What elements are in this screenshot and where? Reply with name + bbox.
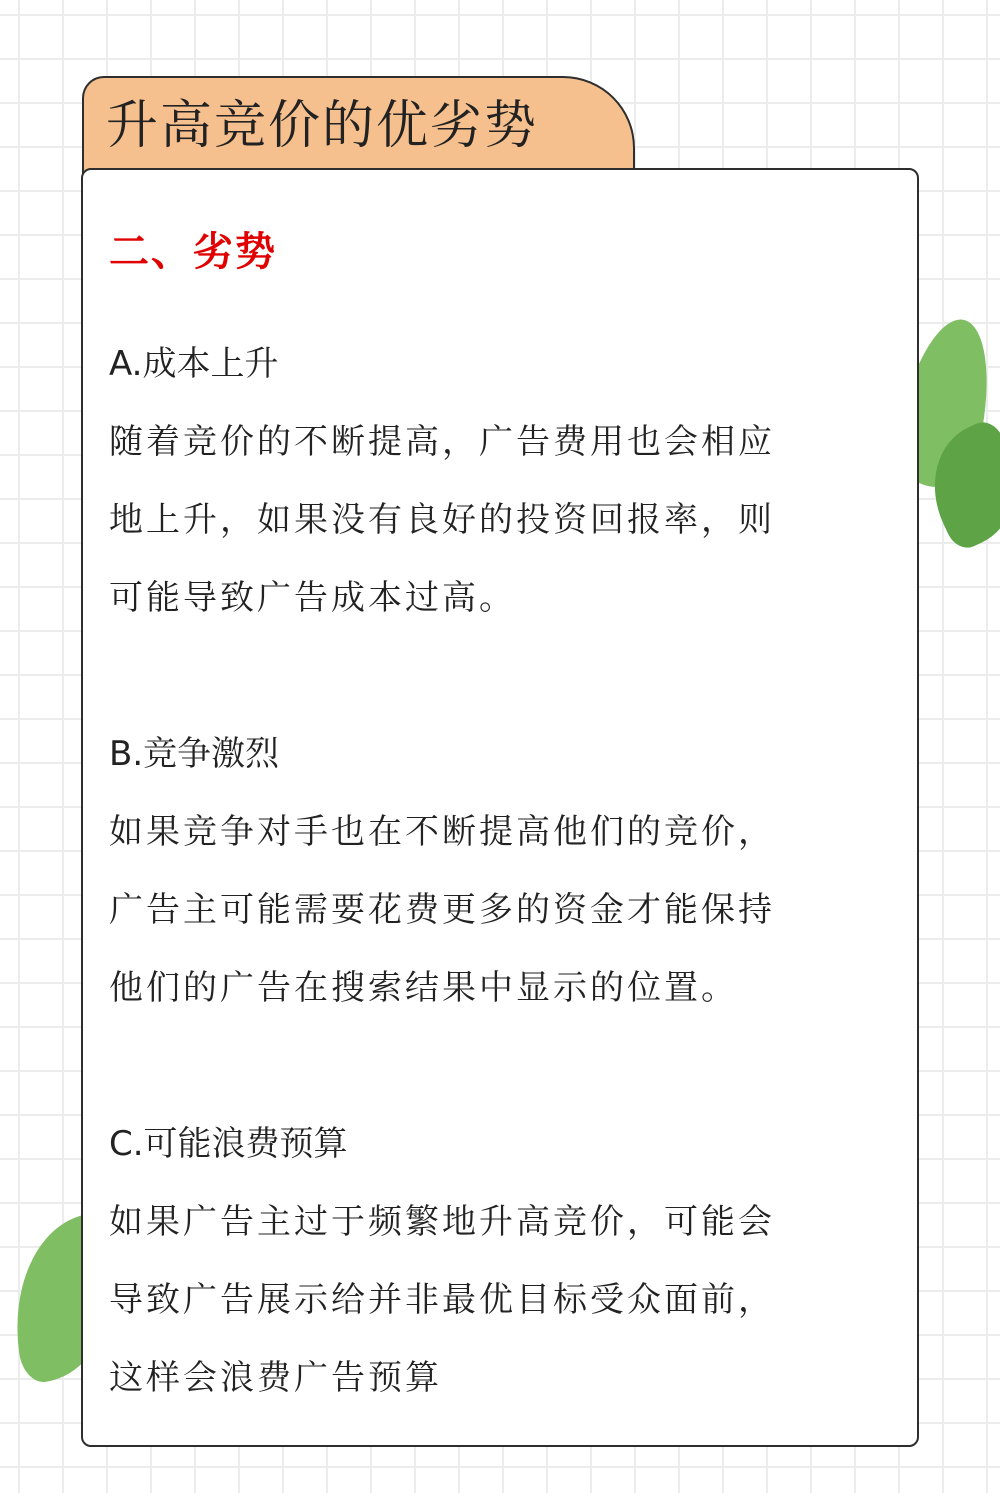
body-line: 随着竞价的不断提高，广告费用也会相应 <box>109 422 775 462</box>
body-line: 可能导致广告成本过高。 <box>109 578 516 618</box>
page-title: 升高竞价的优劣势 <box>106 96 539 156</box>
section-label: C.可能浪费预算 <box>109 1124 348 1164</box>
section-label: A.成本上升 <box>109 344 279 384</box>
body-line: 地上升，如果没有良好的投资回报率，则 <box>109 500 775 540</box>
section-competition <box>109 715 899 1027</box>
section-cost-increase <box>109 325 899 637</box>
body-line: 他们的广告在搜索结果中显示的位置。 <box>109 968 738 1008</box>
body-line: 如果广告主过于频繁地升高竞价，可能会 <box>109 1202 775 1242</box>
section-heading: 二、劣势 <box>109 229 277 275</box>
body-line: 导致广告展示给并非最优目标受众面前， <box>109 1280 775 1320</box>
body-line: 这样会浪费广告预算 <box>109 1358 442 1398</box>
section-label: B.竞争激烈 <box>109 734 280 774</box>
body-line: 如果竞争对手也在不断提高他们的竞价， <box>109 812 775 852</box>
body-line: 广告主可能需要花费更多的资金才能保持 <box>109 890 775 930</box>
section-budget-waste <box>109 1105 899 1417</box>
content-card <box>81 168 919 1447</box>
